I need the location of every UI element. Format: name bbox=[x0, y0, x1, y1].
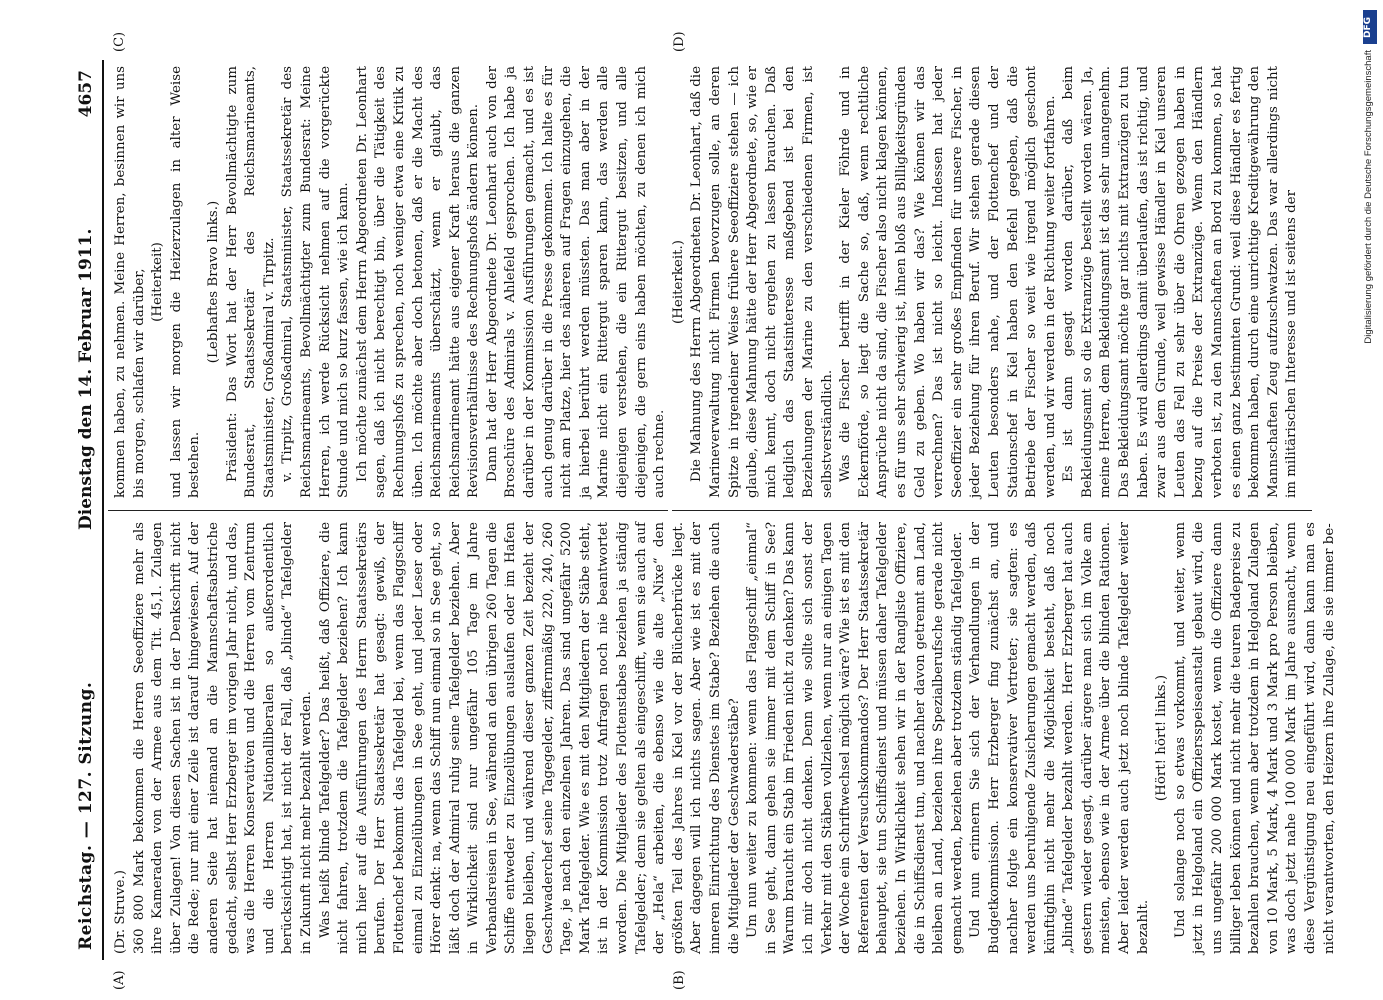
interjection: (Lebhaftes Bravo links.) bbox=[205, 200, 221, 364]
margin-marker-c: (C) bbox=[112, 31, 127, 52]
speaker-reference: (Dr. Struve.) bbox=[113, 870, 128, 954]
paragraph: Es ist dann gesagt worden darüber, daß beim Bekleidungsamt so die Extranzüge bestellt worden wären. Ja, meine Herren, dem Bekleidungsamt ist das sehr unangenehm. Das Bekleidungsamt möchte gar nichts mit Extranzügen zu tun haben. Es wird allerdings damit überlaufen, das ist richtig, und zwar aus dem Grunde, weil gewisse Händler in Kiel unseren Leuten das Fell zu sehr über die Ohren gezogen haben in bezug auf die Preise der Extranzüge. Wenn den Händlern verboten ist, zu den Mannschaften an Bord zu kommen, so hat es einen ganz bestimmten Grund: weil diese Händler es fertig bekommen haben, durch eine unrichtige Kreditgewährung den Mannschaften Zeug aufzuschwatzen. Das war allerdings nicht im militärischen Interesse und ist seitens der bbox=[1061, 66, 1300, 498]
page-header bbox=[72, 60, 102, 960]
paragraph: Und nun erinnern Sie sich der Verhandlungen in der Budgetkommission. Herr Erzberger fing zunächst an, und nachher folgte ein konservativer Vertreter; sie sagten: es werden uns beruhigende Zusicherungen gemacht werden, daß künftighin nicht mehr die Möglichkeit besteht, daß noch „blinde“ Tafelgelder bezahlt werden. Herr Erzberger hat auch gestern wieder gesagt, darüber ärgere man sich im Volke am meisten, ebenso wie in der Armee über die blinden Rationen. Aber leider werden auch jetzt noch blinde Tafelgelder weiter bezahlt. bbox=[968, 522, 1151, 954]
text-column-left bbox=[112, 522, 1339, 954]
paragraph: Dann hat der Herr Abgeordnete Dr. Leonhart auch von der Broschüre des Admirals v. Ahlefeld gesprochen. Ich habe ja darüber in der Kommission Ausführungen gemacht, und es ist auch genug darüber in die Presse gekommen. Ich halte es für nicht am Platze, hier des näheren auf Fragen einzugehen, die ja hierbei berührt werden müssten. Das man aber in der Marine nicht ein Rittergut sparen kann, das werden alle diejenigen verstehen, die ein Rittergut besitzen, und alle diejenigen, die gern eins haben möchten, zu denen ich mich auch rechne. bbox=[484, 66, 668, 498]
margin-marker-a: (A) bbox=[112, 970, 127, 990]
paragraph: Was heißt blinde Tafelgelder? Das heißt, daß Offiziere, die nicht fahren, trotzdem die Tafelgelder beziehen? Ich kann mich hier auf die Ausführungen des Herrn Staatssekretärs berufen. Der Herr Staatssekretär hat gesagt: gewiß, der Flottenchef bekommt das Tafelgeld bei, wenn das Flaggschiff einmal zu Einzelübungen in See geht, und jeder Leser oder Hörer denkt: na, wenn das Schiff nun einmal so in See geht, so läßt doch der Admiral ruhig seine Tafelgelder beziehen. Aber in Wirklichkeit sind nur ungefähr 105 Tage im Jahre Verbandsreisen in See, während an den übrigen 260 Tagen die Schiffe entweder zu Einzelübungen auslaufen oder im Hafen liegen bleiben, und während dieser ganzen Zeit bezieht der Geschwaderchef seine Tagegelder, ziffernmäßig 220, 240, 260 Tage, je nach den einzelnen Jahren. Das sind ungefähr 5200 Mark Tafelgelder. Wie es mit den Mitgliedern der Stäbe steht, ist in der Kommission trotz Anfragen noch nie beantwortet worden. Die Mitglieder des Flottenstabes beziehen ja ständig Tafelgelder; denn sie gelten als eingeschifft, wenn sie auch auf der „Hela“ arbeiten, die ebenso wie die alte „Nixe“ den größten Teil des Jahres in Kiel vor der Blücherbrücke liegt. Aber dagegen will ich nichts sagen. Aber wie ist es mit der inneren Einrichtung des Dienstes im Stabe? Beziehen die auch die Mitglieder der Geschwaderstäbe? bbox=[317, 522, 742, 954]
header-rule bbox=[102, 60, 104, 960]
paragraph: Um nun weiter zu kommen: wenn das Flaggschiff „einmal“ in See geht, dann gehen sie immer mit dem Schiff in See? Warum braucht ein Stab im Frieden nicht zu denken? Das kann ich mir doch nicht denken. Denn wie sollte sich sonst der Verkehr mit den Stäben vollziehen, wenn nur an einigen Tagen der Woche ein Schriftwechsel möglich wäre? Wie ist es mit den Referenten der Versuchskommandos? Der Herr Staatssekretär behauptet, sie tun Schiffsdienst und müssen daher Tafelgelder beziehen. In Wirklichkeit sehen wir in der Rangliste Offiziere, die in Schiffsdienst tun, und nachher davon getrennt am Land, bleiben an Land, beziehen ihre Spezialberufsche gerade nicht gemacht werden, beziehen aber trotzdem ständig Tafelgelder. bbox=[745, 522, 965, 954]
paragraph: und lassen wir morgen die Heizerzulagen in alter Weise bestehen. bbox=[168, 66, 203, 498]
paragraph: Was die Fischer betrifft in der Kieler Föhrde und in Eckernförde, so liegt die Sache so, daß, wenn rechtliche Ansprüche nicht da sind, die Fischer also nicht klagen können, es für uns sehr schwierig ist, ihnen bloß aus Billigkeitsgründen Geld zu geben. Wo haben wir das? Wie können wir das verrechnen? Das ist nicht so leicht. Indessen hat jeder Seeoffizier ein sehr großes Empfinden für unsere Fischer, in jeder Beziehung für ihren Beruf. Wir stehen gerade diesen Leuten besonders nahe, und der Flottenchef und der Stationschef in Kiel haben den Befehl gegeben, daß die Betriebe der Fischer so weit wie irgend möglich geschont werden, und wir werden in der Richtung weiter fortfahren. bbox=[838, 66, 1058, 498]
credit-text: Digitalisierung gefördert durch die Deutsche Forschungsgemeinschaft bbox=[1363, 50, 1374, 344]
margin-marker-d: (D) bbox=[672, 31, 687, 52]
rotated-page-body bbox=[72, 31, 1337, 990]
column-divider bbox=[108, 510, 668, 511]
paragraph: Die Mahnung des Herrn Abgeordneten Dr. Leonhart, daß die Marineverwaltung nicht Firmen bevorzugen solle, an deren Spitze in irgendeiner Weise frühere Seeoffiziere stehen — ich glaube, diese Mahnung hätte der Herr Abgeordnete, so, wie er mich kennt, doch nicht ergehen zu lassen brauchen. Daß lediglich das Staatsinteresse maßgebend ist bei den Beziehungen der Marine zu den verschiedenen Firmen, ist selbstverständlich. bbox=[689, 66, 835, 498]
paragraph: kommen haben, zu nehmen. Meine Herren, besinnen wir uns bis morgen, schlafen wir darüber, bbox=[113, 66, 147, 498]
paragraph: 360 800 Mark bekommen die Herren Seeoffiziere mehr als ihre Kameraden von der Armee aus dem Tit. 45,1. Zulagen über Zulagen! Von diesen Sachen ist in der Denkschrift nicht die Rede; nur mit einer Zeile ist darauf hingewiesen. Auf der anderen Seite hat niemand an die Mannschaftsabstriche gedacht, selbst Herr Erzberger im vorigen Jahr nicht, und das, was die Herren Konservativen und die Herren vom Zentrum und die Herren Nationalliberalen so außerordentlich berücksichtigt hat, ist nicht der Fall, daß „blinde“ Tafelgelder in Zukunft nicht mehr bezahlt werden. bbox=[131, 522, 314, 954]
paragraph: Und solange noch so etwas vorkommt, und weiter, wenn jetzt in Helgoland ein Offiziersspeiseanstalt gebaut wird, die uns ungefähr 200 000 Mark kostet, wenn die Offiziere dann billiger leben können und nicht mehr die teuren Badepreise zu bezahlen brauchen, wenn aber trotzdem in Helgoland Zulagen von 10 Mark, 5 Mark, 4 Mark und 3 Mark pro Person bleiben, was doch jetzt nahe 100 000 Mark im Jahre ausmacht, wenn diese Vergünstigung neu eingeführt wird, dann kann man es nicht verantworten, den Heizern ihre Zulage, die sie immer be- bbox=[1172, 522, 1337, 954]
interjection: (Heiterkeit) bbox=[150, 242, 166, 322]
header-left: Reichstag. — 127. Sitzung. bbox=[76, 681, 96, 950]
column-divider-lower bbox=[672, 510, 1312, 511]
text-column-right bbox=[112, 66, 1302, 498]
interjection: (Heiterkeit.) bbox=[670, 240, 686, 324]
header-date: Dienstag den 14. Februar 1911. bbox=[76, 228, 96, 530]
margin-marker-b: (B) bbox=[672, 970, 687, 990]
interjection: (Hört! hört! links.) bbox=[1154, 674, 1170, 802]
speaker-paragraph: v. Tirpitz, Großadmiral, Staatsminister, Staatssekretär des Reichsmarineamts, Bevollmächtigter zum Bundesrat: Meine Herren, ich werde Rücksicht nehmen auf die vorgerückte Stunde und mich so kurz fassen, wie ich kann. bbox=[280, 66, 352, 498]
president-announcement: Präsident: Das Wort hat der Herr Bevollmächtigte zum Bundesrat, Staatssekretär des Reichsmarineamts, Staatsminister, Großadmiral v. Tirpitz. bbox=[224, 66, 277, 498]
digitization-credit bbox=[1362, 8, 1380, 998]
paragraph: Ich möchte zunächst dem Herrn Abgeordneten Dr. Leonhart sagen, daß ich nicht berechtigt bin, über die Tätigkeit des Rechnungshofs zu sprechen, noch weniger etwa eine Kritik zu üben. Ich möchte aber doch betonen, daß er die Macht des Reichsmarineamts überschätzt, wenn er glaubt, das Reichsmarineamt hätte aus eigener Kraft heraus die ganzen Revisionsverhältnisse des Rechnungshofs ändern können. bbox=[354, 66, 482, 498]
dfg-logo: DFG bbox=[1363, 10, 1377, 44]
page-number: 4657 bbox=[76, 70, 96, 118]
